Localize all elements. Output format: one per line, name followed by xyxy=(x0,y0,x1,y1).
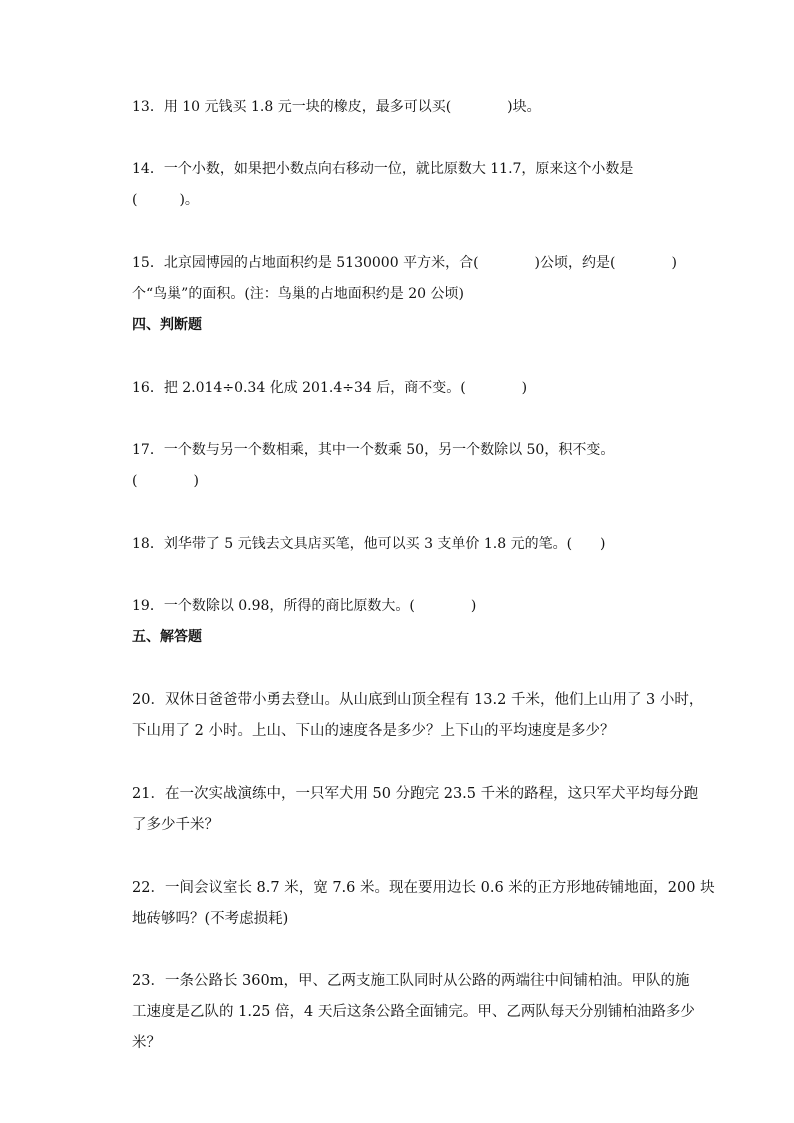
q23-line-3: 米？ xyxy=(132,1035,161,1051)
q15-line-2: 个“鸟巢”的面积。(注：鸟巢的占地面积约是 20 公顷) xyxy=(132,286,464,302)
q17-line-1: 17．一个数与另一个数相乘，其中一个数乘 50，另一个数除以 50，积不变。 xyxy=(132,442,615,458)
q23-line-2: 工速度是乙队的 1.25 倍，4 天后这条公路全面铺完。甲、乙两队每天分别铺柏油路多少 xyxy=(132,1004,695,1020)
q16-line-1: 16．把 2.014÷0.34 化成 201.4÷34 后，商不变。( ) xyxy=(132,380,528,396)
q21-line-1: 21．在一次实战演练中，一只军犬用 50 分跑完 23.5 千米的路程，这只军犬平均每分跑 xyxy=(132,786,699,802)
q14-line-2: ( )。 xyxy=(132,192,199,208)
q22-line-2: 地砖够吗？(不考虑损耗) xyxy=(132,911,289,927)
q20-line-2: 下山用了 2 小时。上山、下山的速度各是多少？上下山的平均速度是多少？ xyxy=(132,723,615,739)
section-judge-heading: 四、判断题 xyxy=(132,317,202,333)
section-answer-heading: 五、解答题 xyxy=(132,629,202,645)
q17-line-2: ( ) xyxy=(132,473,199,489)
q22-line-1: 22．一间会议室长 8.7 米，宽 7.6 米。现在要用边长 0.6 米的正方形地砖铺地面，200 块 xyxy=(132,880,715,896)
q19-line-1: 19．一个数除以 0.98，所得的商比原数大。( ) xyxy=(132,598,477,614)
q21-line-2: 了多少千米？ xyxy=(132,817,219,833)
q18-line-1: 18．刘华带了 5 元钱去文具店买笔，他可以买 3 支单价 1.8 元的笔。( ) xyxy=(132,536,606,552)
q15-line-1: 15．北京园博园的占地面积约是 5130000 平方米，合( )公顷，约是( ) xyxy=(132,255,677,271)
q14-line-1: 14．一个小数，如果把小数点向右移动一位，就比原数大 11.7，原来这个小数是 xyxy=(132,161,634,177)
q20-line-1: 20．双休日爸爸带小勇去登山。从山底到山顶全程有 13.2 千米，他们上山用了 3 小时， xyxy=(132,692,704,708)
q13-line-1: 13．用 10 元钱买 1.8 元一块的橡皮，最多可以买( )块。 xyxy=(132,99,541,115)
q23-line-1: 23．一条公路长 360m，甲、乙两支施工队同时从公路的两端往中间铺柏油。甲队的施 xyxy=(132,973,690,989)
